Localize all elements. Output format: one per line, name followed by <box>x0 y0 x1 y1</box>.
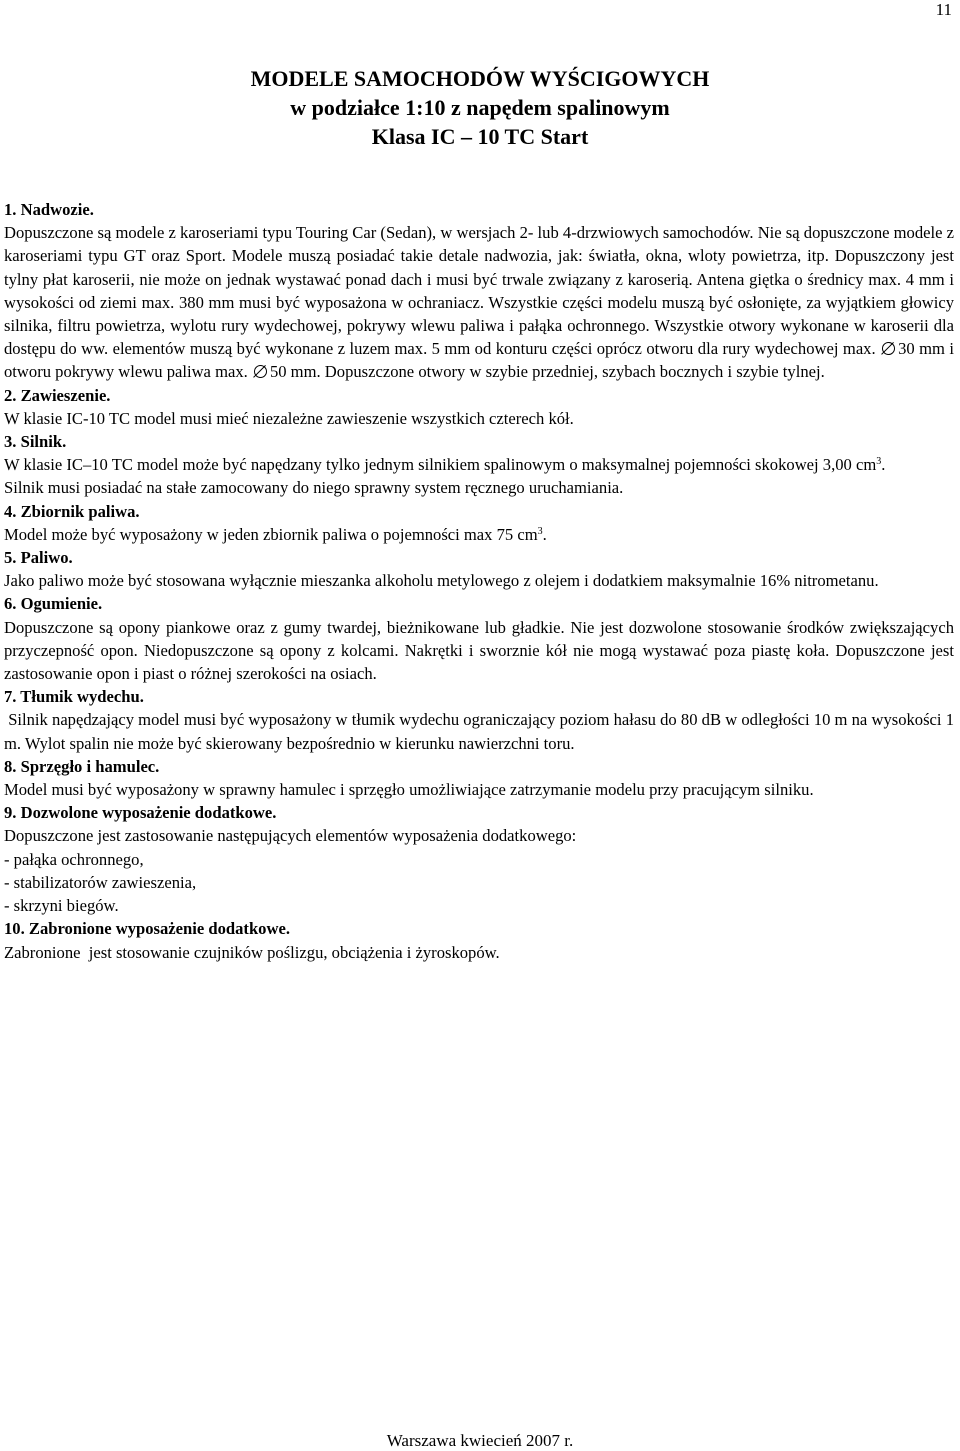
text-run: W klasie IC–10 TC model może być napędzany tylko jednym silnikiem spalinowym o maksymalnej pojemności skokowej 3,00 cm <box>4 455 877 475</box>
section-heading-tlumik: 7. Tłumik wydechu. <box>4 687 144 707</box>
section-heading-silnik: 3. Silnik. <box>4 432 67 452</box>
text-run: 50 mm. Dopuszczone otwory w szybie przedniej, szybach bocznych i szybie tylnej. <box>269 362 825 382</box>
section-text-dozwolone: Dopuszczone jest zastosowanie następujących elementów wyposażenia dodatkowego: <box>4 826 577 846</box>
section-heading-paliwo: 5. Paliwo. <box>4 548 73 568</box>
superscript: 3 <box>876 456 882 468</box>
section-heading-zbiornik: 4. Zbiornik paliwa. <box>4 501 140 521</box>
section-text-sprzeglo: Model musi być wyposażony w sprawny hamulec i sprzęgło umożliwiające zatrzymanie modelu przy pracującym silniku. <box>4 780 814 800</box>
section-heading-sprzeglo: 8. Sprzęgło i hamulec. <box>4 756 160 776</box>
list-item: - skrzyni biegów. <box>4 896 119 916</box>
section-text-tlumik: Silnik napędzający model musi być wyposażony w tłumik wydechu ograniczający poziom hałasu do 80 dB w odległości 10 m na wysokości 1 m. Wylot spalin nie może być skierowany bezpośrednio w kierunku nawierzchni toru. <box>4 710 959 753</box>
text-run: Model może być wyposażony w jeden zbiornik paliwa o pojemności max 75 cm <box>4 524 538 544</box>
section-text-zabronione: Zabronione jest stosowanie czujników poślizgu, obciążenia i żyroskopów. <box>4 942 500 962</box>
section-text-ogumienie: Dopuszczone są opony piankowe oraz z gumy twardej, bieżnikowane lub gładkie. Nie jest dozwolone stosowanie środków zwiększających przyczepność opon. Niedopuszczone są opony z kolcami. Nakrętki i sworznie kół nie mogą wystawać poza piastę koła. Dopuszczone jest zastosowanie opon i piast o różnej szerokości na osiach. <box>4 617 954 684</box>
footer-text: Warszawa kwiecień 2007 r. <box>386 1431 574 1450</box>
section-text-silnik-2: Silnik musi posiadać na stałe zamocowany do niego sprawny system ręcznego uruchamiania. <box>4 478 624 498</box>
document-title <box>0 64 960 151</box>
text-run: . <box>881 455 886 475</box>
list-item: - pałąka ochronnego, <box>4 849 144 869</box>
text-run: . <box>542 524 547 544</box>
footer <box>0 1431 960 1451</box>
section-text-silnik <box>4 453 954 476</box>
title-line-2: w podziałce 1:10 z napędem spalinowym <box>290 95 670 120</box>
section-text-paliwo: Jako paliwo może być stosowana wyłącznie mieszanka alkoholu metylowego z olejem i dodatkiem maksymalnie 16% nitrometanu. <box>4 571 879 591</box>
section-heading-dozwolone: 9. Dozwolone wyposażenie dodatkowe. <box>4 803 277 823</box>
section-text-nadwozie <box>4 221 954 383</box>
section-text-zawieszenie: W klasie IC-10 TC model musi mieć niezależne zawieszenie wszystkich czterech kół. <box>4 408 574 428</box>
diameter-icon <box>881 341 895 355</box>
diameter-icon <box>253 364 267 378</box>
document-body <box>4 198 959 964</box>
section-text-zbiornik <box>4 523 954 546</box>
section-heading-zabronione: 10. Zabronione wyposażenie dodatkowe. <box>4 919 290 939</box>
superscript: 3 <box>537 525 543 537</box>
title-line-1: MODELE SAMOCHODÓW WYŚCIGOWYCH <box>250 66 710 91</box>
title-line-3: Klasa IC – 10 TC Start <box>371 124 589 149</box>
section-heading-zawieszenie: 2. Zawieszenie. <box>4 385 111 405</box>
section-heading-ogumienie: 6. Ogumienie. <box>4 594 103 614</box>
text-run: Dopuszczone są modele z karoseriami typu Touring Car (Sedan), w wersjach 2- lub 4-drzwiowych samochodów. Nie są dopuszczone modele z karoseriami typu GT oraz Sport. Modele muszą posiadać takie detale nadwozia, jak: światła, okna, wloty powietrza, itp. Dopuszczony jest tylny płat karoserii, nie może on jednak wystawać ponad dach i musi być trwale związany z karoserią. Antena giętka o średnicy max. 4 mm i wysokości od ziemi max. 380 mm musi być wyposażona w ochraniacz. Wszystkie części modelu muszą być osłonięte, za wyjątkiem głowicy silnika, filtru powietrza, wylotu rury wydechowej, pokrywy wlewu paliwa i pałąka ochronnego. Wszystkie otwory wykonane w karoserii dla dostępu do ww. elementów muszą być wykonane z luzem max. 5 mm od konturu części oprócz otworu dla rury wydechowej max. <box>4 223 954 359</box>
list-item: - stabilizatorów zawieszenia, <box>4 872 197 892</box>
section-heading-nadwozie: 1. Nadwozie. <box>4 200 94 219</box>
text-run: 30 mm i otworu pokrywy wlewu paliwa max. <box>4 339 954 382</box>
page-number: 11 <box>935 0 952 19</box>
